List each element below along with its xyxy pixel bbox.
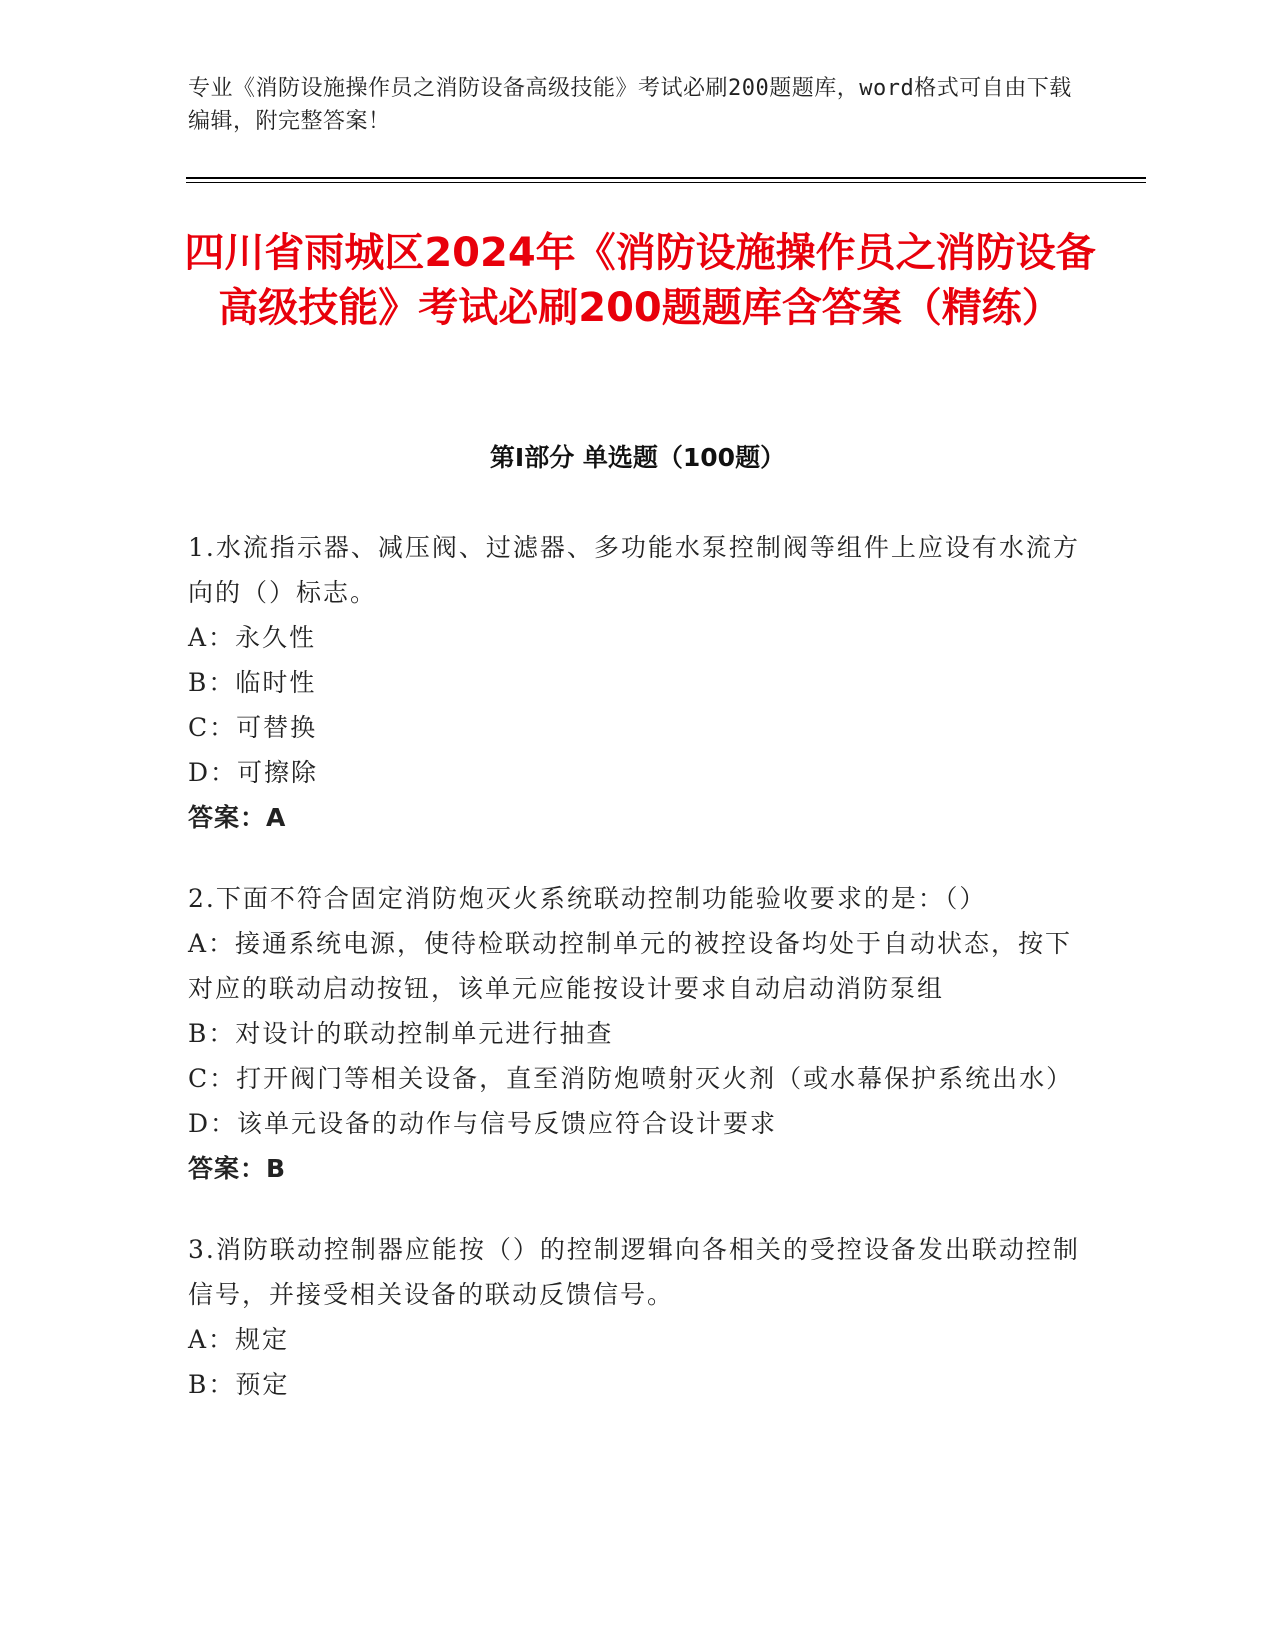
answer: 答案：B (188, 1154, 287, 1183)
question-stem: 3.消防联动控制器应能按（）的控制逻辑向各相关的受控设备发出联动控制信号，并接受相关设备的联动反馈信号。 (188, 1235, 1080, 1309)
option-c: C：打开阀门等相关设备，直至消防炮喷射灭火剂（或水幕保护系统出水） (188, 1064, 1074, 1093)
question-stem: 1.水流指示器、减压阀、过滤器、多功能水泵控制阀等组件上应设有水流方向的（）标志。 (188, 533, 1080, 607)
option-b: B：预定 (188, 1370, 290, 1399)
option-d: D：该单元设备的动作与信号反馈应符合设计要求 (188, 1109, 778, 1138)
option-c: C：可替换 (188, 713, 318, 742)
document-title: 四川省雨城区2024年《消防设施操作员之消防设备高级技能》考试必刷200题题库含答案（精练） (184, 230, 1096, 331)
section-title: 第Ⅰ部分 单选题（100题） (489, 443, 786, 472)
option-b: B：临时性 (188, 668, 317, 697)
question-2 (188, 876, 1088, 1191)
header-divider (186, 177, 1146, 179)
question-3 (188, 1227, 1088, 1407)
answer: 答案：A (188, 803, 287, 832)
option-d: D：可擦除 (188, 758, 319, 787)
option-b: B：对设计的联动控制单元进行抽查 (188, 1019, 614, 1048)
question-1 (188, 525, 1088, 840)
option-a: A：接通系统电源，使待检联动控制单元的被控设备均处于自动状态，按下对应的联动启动按钮，该单元应能按设计要求自动启动消防泵组 (188, 929, 1073, 1003)
question-stem: 2.下面不符合固定消防炮灭火系统联动控制功能验收要求的是：（） (188, 884, 987, 913)
option-a: A：规定 (188, 1325, 290, 1354)
option-a: A：永久性 (188, 623, 317, 652)
header-note: 专业《消防设施操作员之消防设备高级技能》考试必刷200题题库，word格式可自由下载编辑，附完整答案！ (188, 76, 1072, 134)
header-divider-thin (186, 182, 1146, 183)
question-list (188, 525, 1088, 1443)
